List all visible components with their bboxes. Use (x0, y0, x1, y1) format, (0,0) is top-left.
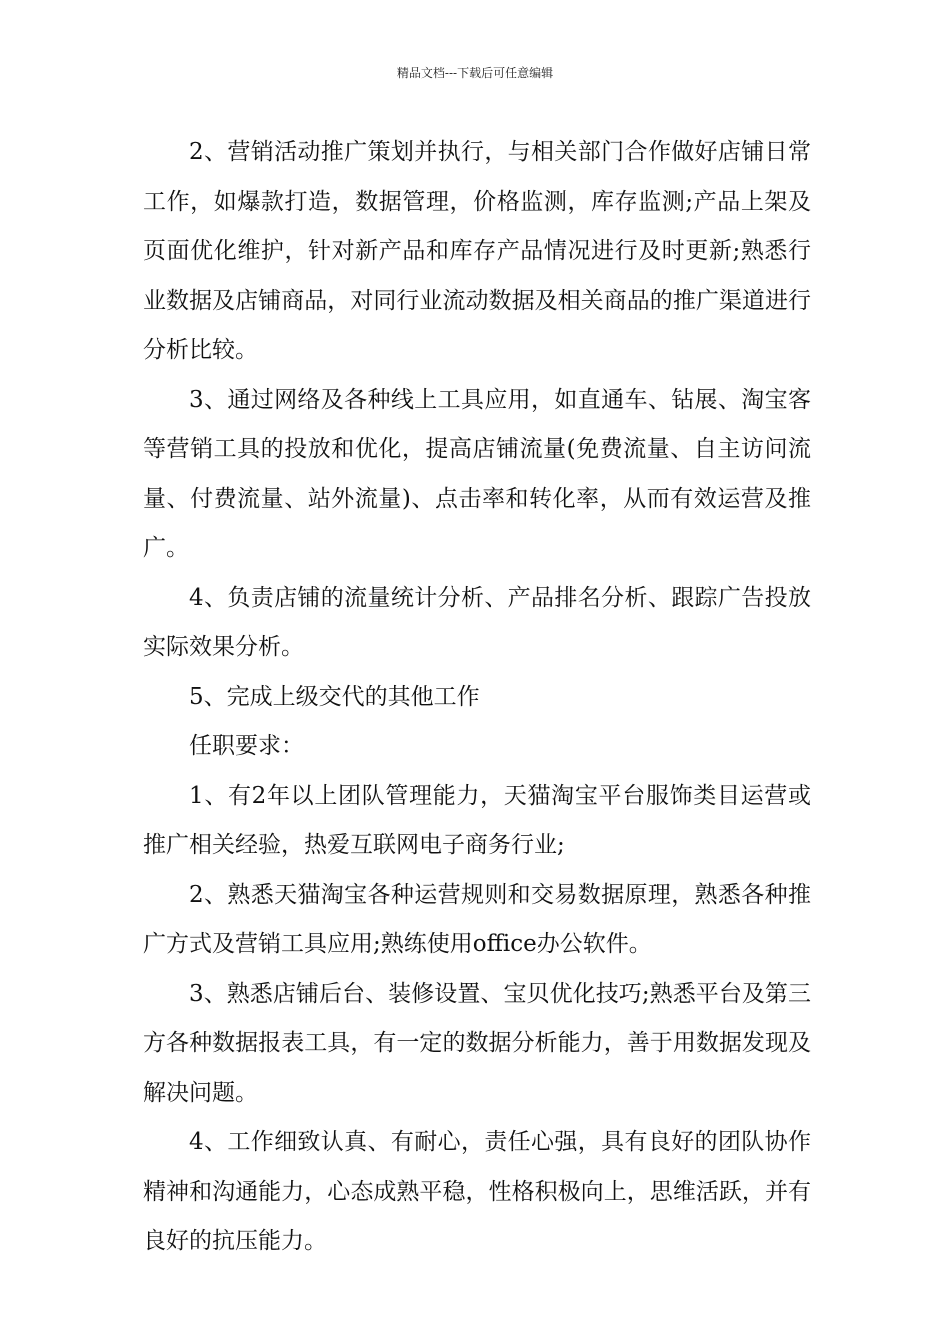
document-body (143, 128, 811, 1267)
paragraph-requirement-4: 4、工作细致认真、有耐心，责任心强，具有良好的团队协作精神和沟通能力，心态成熟平稳，性格积极向上，思维活跃，并有良好的抗压能力。 (143, 1129, 811, 1254)
page-header: 精品文档---下载后可任意编辑 (396, 66, 554, 80)
paragraph-duty-2: 2、营销活动推广策划并执行，与相关部门合作做好店铺日常工作，如爆款打造，数据管理，价格监测，库存监测;产品上架及页面优化维护，针对新产品和库存产品情况进行及时更新;熟悉行业数据及店铺商品，对同行业流动数据及相关商品的推广渠道进行分析比较。 (143, 139, 811, 363)
paragraph-duty-5: 5、完成上级交代的其他工作 (189, 683, 480, 710)
paragraph-requirement-1: 1、有2年以上团队管理能力，天猫淘宝平台服饰类目运营或推广相关经验，热爱互联网电子商务行业; (143, 782, 811, 858)
paragraph-requirement-3: 3、熟悉店铺后台、装修设置、宝贝优化技巧;熟悉平台及第三方各种数据报表工具，有一定的数据分析能力，善于用数据发现及解决问题。 (143, 980, 811, 1106)
paragraph-requirement-2: 2、熟悉天猫淘宝各种运营规则和交易数据原理，熟悉各种推广方式及营销工具应用;熟练使用office办公软件。 (143, 881, 811, 957)
paragraph-duty-4: 4、负责店铺的流量统计分析、产品排名分析、跟踪广告投放实际效果分析。 (143, 584, 811, 660)
section-heading-requirements: 任职要求： (189, 733, 304, 759)
paragraph-duty-3: 3、通过网络及各种线上工具应用，如直通车、钻展、淘宝客等营销工具的投放和优化，提高店铺流量(免费流量、自主访问流量、付费流量、站外流量)、点击率和转化率，从而有效运营及推广。 (143, 386, 811, 561)
